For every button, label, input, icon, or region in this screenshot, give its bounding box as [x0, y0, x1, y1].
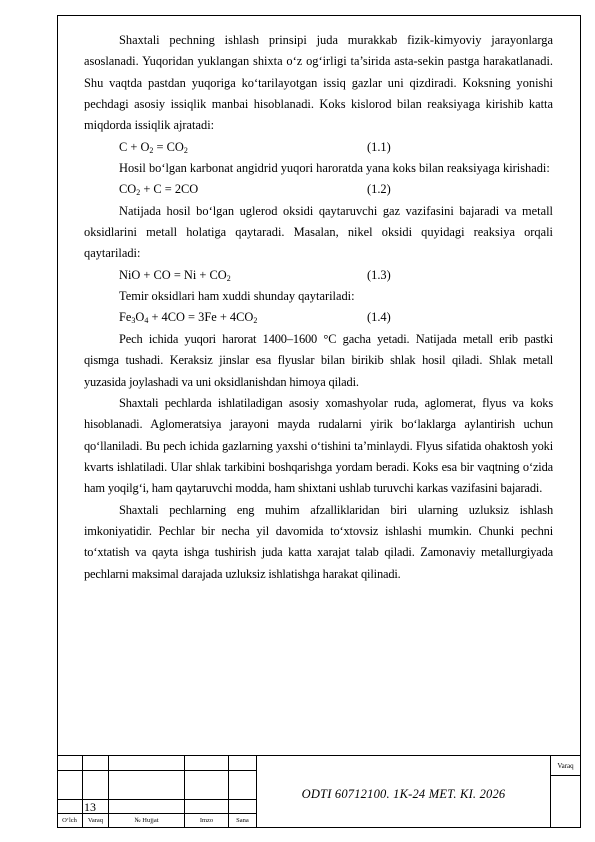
paragraph-6: Shaxtali pechlarda ishlatiladigan asosiy xomashyolar ruda, aglomerat, flyus va koks hisoblanadi. Aglomeratsiya jarayoni mayda rudalarni yirik bo‘laklarga aylantirish uchun qo‘llaniladi. Bu pech ichida gazlarning yaxshi o‘tishini ta’minlaydi. Flyus sifatida ohaktosh yoki kvarts ishlatiladi. Ular shlak tarkibini boshqarishga yordam beradi. Koks esa bir vaqtning o‘zida ham yoqilg‘i, ham qaytaruvchi modda, ham shixtani ushlab turuvchi karkas vazifasini bajaradi.	[84, 395, 553, 496]
equation-number: (1.1)	[367, 139, 391, 154]
equation-1-2	[84, 179, 553, 200]
title-block	[57, 755, 581, 828]
title-block-rule	[57, 770, 257, 771]
paragraph-1: Shaxtali pechning ishlash prinsipi juda murakkab fizik-kimyoviy jarayonlarga asoslanadi. Yuqoridan yuklangan shixta o‘z og‘irligi ta’sirida asta-sekin pastga harakatlanadi. Shu vaqtda pastdan yuqoriga ko‘tarilayotgan issiq gazlar uni qizdiradi. Koksning yonishi pechdagi asosiy issiqlik manbai hisoblanadi. Koks kislorod bilan reaksiyaga kirishib katta miqdorda issiqlik ajratadi:	[84, 33, 553, 133]
equation-number: (1.2)	[367, 182, 391, 197]
col-sana-label: Sana	[236, 817, 249, 824]
document-code: ODTI 60712100. 1K-24 MET. KI. 2026	[301, 787, 506, 801]
title-block-rule	[550, 775, 581, 776]
col-hujjat-label: № Hujjat	[134, 817, 159, 824]
col-olch-label: O‘lch	[62, 817, 77, 824]
paragraph-3: Natijada hosil bo‘lgan uglerod oksidi qaytaruvchi gaz vazifasini bajaradi va metall oksidlarini metall holatiga qaytaradi. Masalan, nikel oksidi quyidagi reaksiya orqali qaytariladi:	[84, 203, 553, 261]
col-varaq-label: Varaq	[87, 817, 104, 824]
equation-1-1	[84, 137, 553, 158]
varaq-label: Varaq	[557, 762, 574, 770]
equation-formula: $Fe_3O_4 + 4CO = 3Fe + 4CO_2$	[119, 310, 258, 326]
equation-formula: NiO + CO = $Ni + CO_2$	[119, 267, 231, 283]
title-block-top-rule	[57, 755, 581, 756]
equation-1-4	[84, 307, 553, 328]
equation-formula: $C + O_2 = CO_2$	[119, 139, 188, 155]
equation-number: (1.3)	[367, 267, 391, 282]
document-body	[84, 30, 553, 585]
paragraph-2: Hosil bo‘lgan karbonat angidrid yuqori haroratda yana koks bilan reaksiyaga kirishadi:	[119, 161, 550, 176]
paragraph-4: Temir oksidlari ham xuddi shunday qaytariladi:	[119, 289, 355, 304]
paragraph-5: Pech ichida yuqori harorat 1400–1600 °C gacha yetadi. Natijada metall erib pastki qismga tushadi. Keraksiz jinslar esa flyuslar bilan birikib shlak hosil qiladi. Shlak metall yuzasida joylashadi va uni oksidlanishdan himoya qiladi.	[84, 331, 553, 389]
page-number: 13	[84, 800, 96, 814]
paragraph-7: Shaxtali pechlarning eng muhim afzalliklaridan biri ularning uzluksiz ishlash imkoniyatidir. Pechlar bir necha yil davomida to‘xtovsiz ishlashi mumkin. Chunki pechni to‘xtatish va qayta ishga tushirish juda katta xarajat talab qiladi. Zamonaviy metallurgiyada pechlarni maksimal darajada uzluksiz ishlatishga harakat qilinadi.	[84, 502, 553, 581]
equation-number: (1.4)	[367, 310, 391, 325]
col-imzo-label: Imzo	[199, 817, 214, 824]
equation-formula: $CO_2 + C = 2CO$	[119, 182, 199, 198]
equation-1-3	[84, 265, 553, 286]
